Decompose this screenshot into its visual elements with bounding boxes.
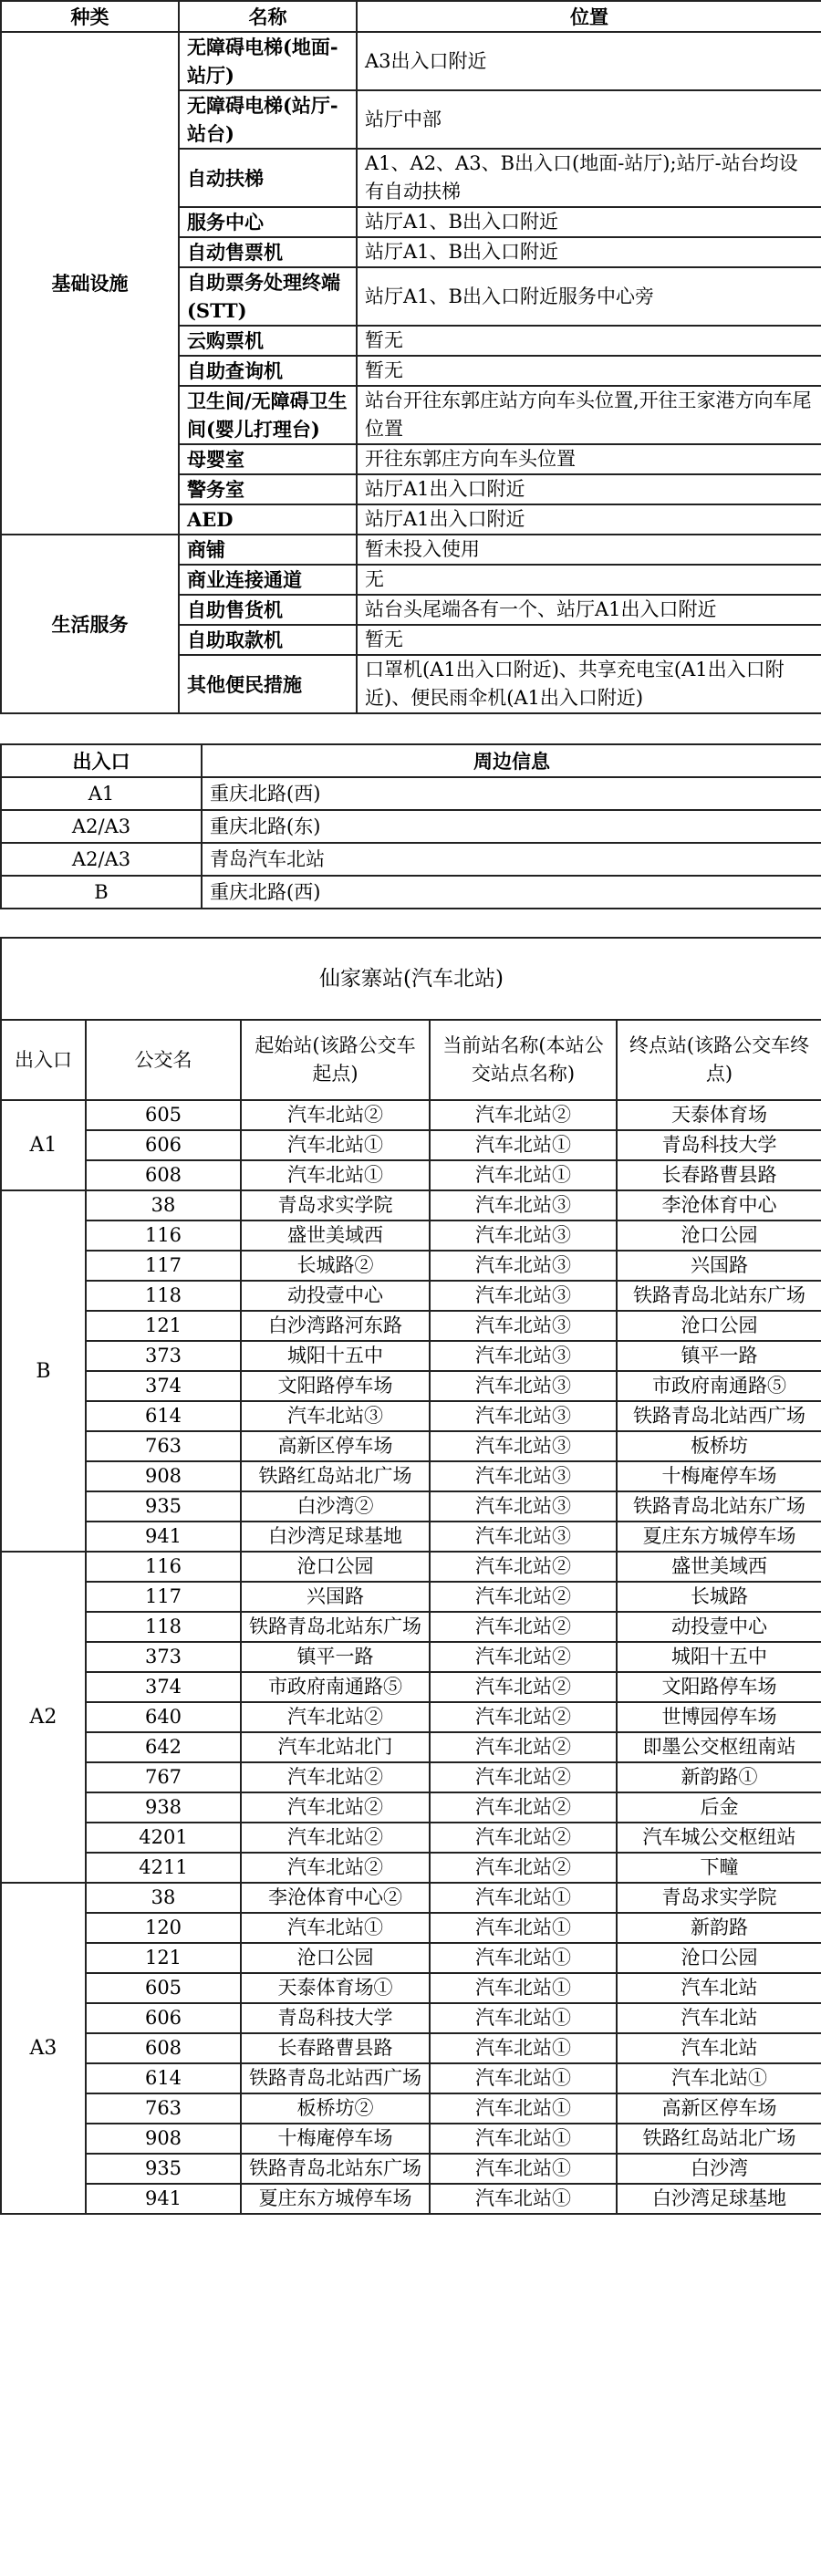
bus-title-row [1,938,821,1020]
facility-location: 站厅A1出入口附近 [357,474,821,504]
bus-line: 941 [86,1522,241,1552]
bus-end: 铁路青岛北站东广场 [617,1281,821,1311]
bus-current: 汽车北站② [430,1612,617,1642]
bus-line: 763 [86,1431,241,1461]
bus-start: 铁路青岛北站西广场 [241,2063,430,2093]
bus-row [1,1281,821,1311]
bus-end: 天泰体育场 [617,1100,821,1130]
bus-line: 374 [86,1371,241,1401]
bus-start: 白沙湾路河东路 [241,1311,430,1341]
bus-row [1,1612,821,1642]
exit-info: 重庆北路(西) [202,777,821,810]
bus-end: 文阳路停车场 [617,1672,821,1702]
facility-location: A1、A2、A3、B出入口(地面-站厅);站厅-站台均设有自动扶梯 [357,149,821,207]
exit-info: 重庆北路(东) [202,810,821,843]
header-surroundings: 周边信息 [202,744,821,777]
bus-row [1,1973,821,2003]
bus-start: 汽车北站② [241,1823,430,1853]
bus-current: 汽车北站② [430,1762,617,1792]
bus-row [1,1702,821,1732]
bus-body [1,1100,821,2214]
bus-current: 汽车北站① [430,2003,617,2033]
bus-end: 汽车北站 [617,1973,821,2003]
bus-end: 镇平一路 [617,1341,821,1371]
facility-name: 母婴室 [179,444,357,474]
bus-line: 121 [86,1943,241,1973]
bus-line: 38 [86,1883,241,1913]
facility-category: 基础设施 [1,32,179,535]
bus-row [1,1823,821,1853]
bus-current: 汽车北站① [430,2033,617,2063]
bus-end: 汽车北站 [617,2033,821,2063]
bus-end: 下疃 [617,1853,821,1883]
bus-end: 兴国路 [617,1251,821,1281]
bus-line: 117 [86,1582,241,1612]
bus-current: 汽车北站② [430,1823,617,1853]
bus-start: 白沙湾足球基地 [241,1522,430,1552]
bus-row [1,1491,821,1522]
facility-location: 口罩机(A1出入口附近)、共享充电宝(A1出入口附近)、便民雨伞机(A1出入口附近) [357,655,821,713]
bus-start: 汽车北站② [241,1792,430,1823]
facility-row [1,32,821,90]
bus-line: 941 [86,2184,241,2214]
bus-current: 汽车北站① [430,2154,617,2184]
facility-location: 无 [357,565,821,595]
exit-info: 重庆北路(西) [202,876,821,909]
bus-line: 614 [86,1401,241,1431]
bus-end: 板桥坊 [617,1431,821,1461]
bus-header-exit: 出入口 [1,1020,86,1100]
bus-line: 606 [86,2003,241,2033]
bus-row [1,1732,821,1762]
bus-row [1,1762,821,1792]
bus-line: 767 [86,1762,241,1792]
bus-start: 白沙湾② [241,1491,430,1522]
facility-name: 自动售票机 [179,237,357,267]
facility-category: 生活服务 [1,535,179,713]
bus-end: 长城路 [617,1582,821,1612]
facilities-body [1,32,821,713]
bus-start: 镇平一路 [241,1642,430,1672]
bus-current: 汽车北站① [430,1943,617,1973]
bus-end: 沧口公园 [617,1220,821,1251]
bus-row [1,1401,821,1431]
bus-row [1,2093,821,2124]
bus-end: 即墨公交枢纽南站 [617,1732,821,1762]
bus-end: 白沙湾 [617,2154,821,2184]
bus-current: 汽车北站① [430,2093,617,2124]
bus-end: 盛世美域西 [617,1552,821,1582]
bus-end: 汽车北站 [617,2003,821,2033]
facility-location: 站厅A1出入口附近 [357,504,821,535]
facility-name: 其他便民措施 [179,655,357,713]
bus-start: 汽车北站① [241,1160,430,1190]
bus-current: 汽车北站② [430,1702,617,1732]
bus-table-title: 仙家寨站(汽车北站) [1,938,821,1020]
bus-line: 606 [86,1130,241,1160]
bus-row [1,1190,821,1220]
bus-row [1,2154,821,2184]
bus-end: 动投壹中心 [617,1612,821,1642]
bus-row [1,1100,821,1130]
facility-location: 站厅A1、B出入口附近 [357,207,821,237]
bus-row [1,1341,821,1371]
bus-exit: B [1,1190,86,1552]
bus-line: 373 [86,1341,241,1371]
facility-location: A3出入口附近 [357,32,821,90]
bus-current: 汽车北站① [430,2124,617,2154]
bus-row [1,1522,821,1552]
bus-line: 608 [86,2033,241,2063]
bus-current: 汽车北站③ [430,1401,617,1431]
bus-current: 汽车北站① [430,1913,617,1943]
bus-row [1,1251,821,1281]
bus-start: 铁路红岛站北广场 [241,1461,430,1491]
bus-current: 汽车北站② [430,1552,617,1582]
bus-start: 青岛科技大学 [241,2003,430,2033]
facility-name: 无障碍电梯(地面-站厅) [179,32,357,90]
facility-name: 自助查询机 [179,356,357,386]
header-category: 种类 [1,1,179,32]
bus-row [1,1311,821,1341]
facility-name: 云购票机 [179,326,357,356]
bus-start: 市政府南通路⑤ [241,1672,430,1702]
bus-current: 汽车北站① [430,2184,617,2214]
bus-current: 汽车北站③ [430,1190,617,1220]
facility-name: 自动扶梯 [179,149,357,207]
bus-end: 李沧体育中心 [617,1190,821,1220]
bus-end: 市政府南通路⑤ [617,1371,821,1401]
bus-exit: A1 [1,1100,86,1190]
bus-exit: A3 [1,1883,86,2214]
facility-location: 暂无 [357,326,821,356]
bus-end: 铁路青岛北站东广场 [617,1491,821,1522]
bus-start: 汽车北站① [241,1913,430,1943]
bus-end: 白沙湾足球基地 [617,2184,821,2214]
bus-start: 夏庄东方城停车场 [241,2184,430,2214]
bus-current: 汽车北站① [430,1160,617,1190]
bus-row [1,2003,821,2033]
bus-current: 汽车北站③ [430,1491,617,1522]
bus-row [1,1431,821,1461]
facility-name: 无障碍电梯(站厅-站台) [179,90,357,149]
bus-line: 4201 [86,1823,241,1853]
bus-current: 汽车北站③ [430,1431,617,1461]
bus-end: 铁路青岛北站西广场 [617,1401,821,1431]
bus-start: 李沧体育中心② [241,1883,430,1913]
header-name: 名称 [179,1,357,32]
facility-location: 站厅A1、B出入口附近服务中心旁 [357,267,821,326]
bus-line: 614 [86,2063,241,2093]
bus-row [1,1792,821,1823]
bus-line: 373 [86,1642,241,1672]
bus-line: 4211 [86,1853,241,1883]
facility-location: 站台头尾端各有一个、站厅A1出入口附近 [357,595,821,625]
exit-code: A2/A3 [1,843,202,876]
bus-row [1,1371,821,1401]
facility-location: 站台开往东郭庄站方向车头位置,开往王家港方向车尾位置 [357,386,821,444]
bus-current: 汽车北站② [430,1642,617,1672]
bus-current: 汽车北站② [430,1792,617,1823]
bus-header-end: 终点站(该路公交车终点) [617,1020,821,1100]
facility-name: 警务室 [179,474,357,504]
bus-line: 642 [86,1732,241,1762]
bus-start: 十梅庵停车场 [241,2124,430,2154]
bus-start: 汽车北站③ [241,1401,430,1431]
bus-end: 沧口公园 [617,1943,821,1973]
facility-location: 开往东郭庄方向车头位置 [357,444,821,474]
facility-location: 暂无 [357,356,821,386]
bus-end: 铁路红岛站北广场 [617,2124,821,2154]
bus-end: 汽车北站① [617,2063,821,2093]
bus-start: 沧口公园 [241,1552,430,1582]
bus-end: 夏庄东方城停车场 [617,1522,821,1552]
bus-end: 沧口公园 [617,1311,821,1341]
bus-end: 汽车城公交枢纽站 [617,1823,821,1853]
bus-line: 116 [86,1552,241,1582]
bus-current: 汽车北站③ [430,1251,617,1281]
bus-row [1,1552,821,1582]
bus-start: 汽车北站北门 [241,1732,430,1762]
bus-start: 汽车北站② [241,1100,430,1130]
bus-start: 高新区停车场 [241,1431,430,1461]
bus-current: 汽车北站① [430,1130,617,1160]
bus-start: 动投壹中心 [241,1281,430,1311]
header-location: 位置 [357,1,821,32]
bus-row [1,1220,821,1251]
bus-start: 天泰体育场① [241,1973,430,2003]
bus-row [1,1130,821,1160]
facility-name: 商业连接通道 [179,565,357,595]
bus-current: 汽车北站① [430,1973,617,2003]
facilities-header-row [1,1,821,32]
bus-start: 城阳十五中 [241,1341,430,1371]
bus-line: 121 [86,1311,241,1341]
bus-row [1,1672,821,1702]
exit-info: 青岛汽车北站 [202,843,821,876]
bus-row [1,2063,821,2093]
bus-start: 沧口公园 [241,1943,430,1973]
exit-code: A2/A3 [1,810,202,843]
bus-row [1,1160,821,1190]
bus-end: 青岛求实学院 [617,1883,821,1913]
bus-line: 38 [86,1190,241,1220]
bus-current: 汽车北站③ [430,1281,617,1311]
bus-current: 汽车北站② [430,1582,617,1612]
bus-start: 文阳路停车场 [241,1371,430,1401]
bus-end: 新韵路 [617,1913,821,1943]
bus-line: 608 [86,1160,241,1190]
bus-current: 汽车北站③ [430,1371,617,1401]
bus-start: 长城路② [241,1251,430,1281]
exit-code: B [1,876,202,909]
bus-start: 汽车北站① [241,1130,430,1160]
bus-start: 铁路青岛北站东广场 [241,2154,430,2184]
bus-end: 城阳十五中 [617,1642,821,1672]
exits-body [1,777,821,909]
bus-start: 兴国路 [241,1582,430,1612]
facility-name: AED [179,504,357,535]
exit-row [1,810,821,843]
bus-current: 汽车北站② [430,1672,617,1702]
bus-line: 116 [86,1220,241,1251]
exit-row [1,843,821,876]
facility-name: 自助售货机 [179,595,357,625]
bus-end: 长春路曹县路 [617,1160,821,1190]
bus-line: 763 [86,2093,241,2124]
bus-header-row [1,1020,821,1100]
bus-start: 板桥坊② [241,2093,430,2124]
bus-line: 935 [86,1491,241,1522]
bus-row [1,2124,821,2154]
facility-name: 自助票务处理终端(STT) [179,267,357,326]
bus-row [1,1883,821,1913]
bus-header-line: 公交名 [86,1020,241,1100]
bus-row [1,2184,821,2214]
exit-row [1,777,821,810]
bus-line: 605 [86,1973,241,2003]
bus-current: 汽车北站① [430,2063,617,2093]
bus-end: 后金 [617,1792,821,1823]
bus-line: 374 [86,1672,241,1702]
bus-start: 盛世美域西 [241,1220,430,1251]
bus-current: 汽车北站② [430,1853,617,1883]
facility-location: 暂无 [357,625,821,655]
bus-start: 汽车北站② [241,1702,430,1732]
bus-end: 高新区停车场 [617,2093,821,2124]
bus-line: 908 [86,1461,241,1491]
facility-location: 站厅A1、B出入口附近 [357,237,821,267]
bus-line: 640 [86,1702,241,1732]
facility-row [1,535,821,565]
bus-end: 世博园停车场 [617,1702,821,1732]
facility-location: 暂未投入使用 [357,535,821,565]
bus-row [1,1582,821,1612]
exits-header-row [1,744,821,777]
bus-line: 118 [86,1281,241,1311]
bus-current: 汽车北站② [430,1100,617,1130]
bus-header-start: 起始站(该路公交车起点) [241,1020,430,1100]
bus-start: 青岛求实学院 [241,1190,430,1220]
bus-line: 118 [86,1612,241,1642]
bus-header-current: 当前站名称(本站公交站点名称) [430,1020,617,1100]
exit-row [1,876,821,909]
facilities-table [0,0,821,714]
bus-current: 汽车北站③ [430,1311,617,1341]
bus-table [0,937,821,2215]
facility-location: 站厅中部 [357,90,821,149]
bus-row [1,1853,821,1883]
bus-exit: A2 [1,1552,86,1883]
bus-start: 铁路青岛北站东广场 [241,1612,430,1642]
bus-start: 长春路曹县路 [241,2033,430,2063]
bus-line: 605 [86,1100,241,1130]
bus-start: 汽车北站② [241,1853,430,1883]
bus-line: 908 [86,2124,241,2154]
bus-current: 汽车北站① [430,1883,617,1913]
bus-end: 十梅庵停车场 [617,1461,821,1491]
bus-line: 935 [86,2154,241,2184]
bus-line: 938 [86,1792,241,1823]
bus-row [1,1913,821,1943]
bus-row [1,2033,821,2063]
exits-table [0,743,821,909]
facility-name: 服务中心 [179,207,357,237]
bus-row [1,1461,821,1491]
bus-current: 汽车北站③ [430,1461,617,1491]
bus-start: 汽车北站② [241,1762,430,1792]
bus-current: 汽车北站② [430,1732,617,1762]
facility-name: 卫生间/无障碍卫生间(婴儿打理台) [179,386,357,444]
bus-current: 汽车北站③ [430,1341,617,1371]
header-exit: 出入口 [1,744,202,777]
bus-current: 汽车北站③ [430,1522,617,1552]
bus-row [1,1642,821,1672]
bus-end: 青岛科技大学 [617,1130,821,1160]
bus-line: 120 [86,1913,241,1943]
bus-current: 汽车北站③ [430,1220,617,1251]
exit-code: A1 [1,777,202,810]
bus-end: 新韵路① [617,1762,821,1792]
bus-row [1,1943,821,1973]
bus-line: 117 [86,1251,241,1281]
facility-name: 商铺 [179,535,357,565]
facility-name: 自助取款机 [179,625,357,655]
